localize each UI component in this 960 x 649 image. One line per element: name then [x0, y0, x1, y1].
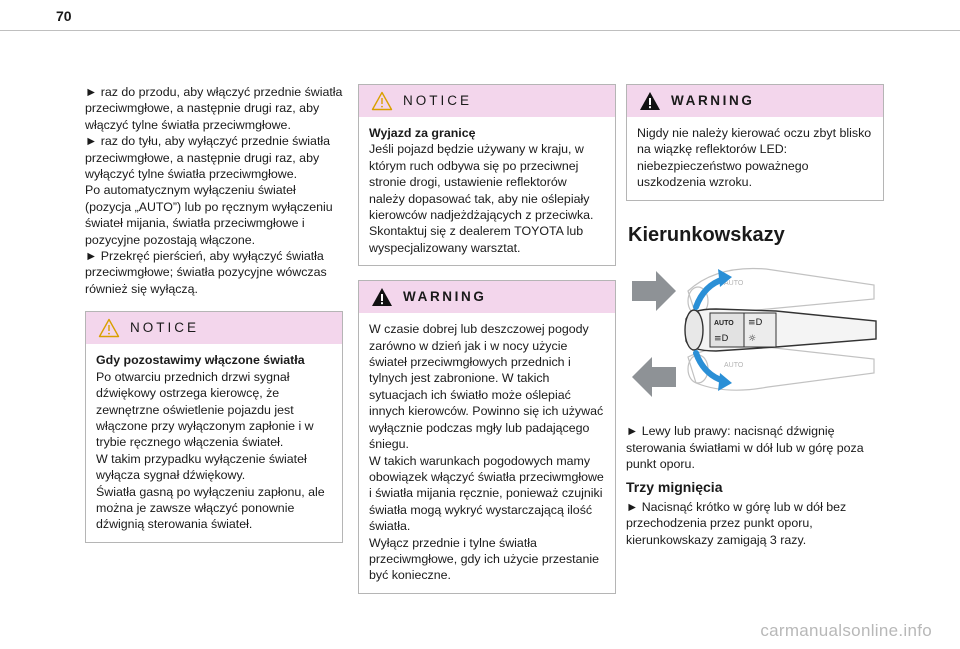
stalk-down-ghost	[688, 346, 874, 390]
stalk-main	[685, 309, 876, 351]
column-1	[85, 84, 343, 543]
column-3	[626, 84, 884, 548]
svg-text:AUTO: AUTO	[724, 362, 744, 370]
notice-line: Po otwarciu przednich drzwi sygnał dźwiękowy ostrzega kierowcę, że zewnętrzne oświetlenie pojazdu jest włączone przy wyłączonym zapłonie i w trybie ręcznego włączenia świateł.	[96, 369, 314, 450]
turn-signal-stalk-illustration	[626, 255, 884, 405]
warning-header	[359, 281, 615, 313]
paragraph: ► Nacisnąć krótko w górę lub w dół bez przechodzenia przez punkt oporu, kierunkowskazy zamigają 3 razy.	[626, 500, 847, 547]
notice-line: W takim przypadku wyłączenie świateł wyłącza sygnał dźwiękowy.	[96, 451, 307, 483]
warning-body	[627, 117, 883, 200]
stalk-up-ghost	[688, 268, 874, 315]
paragraph: ► raz do tyłu, aby wyłączyć przednie światła przeciwmgłowe, a następnie drugi raz, aby wyłączyć tylne światła przeciwmgłowe.	[85, 134, 331, 182]
notice-title: NOTICE	[403, 92, 473, 108]
notice-body	[86, 344, 342, 541]
warning-triangle-icon	[639, 91, 661, 111]
notice-triangle-icon	[371, 91, 393, 111]
notice-title: NOTICE	[130, 320, 200, 336]
notice-heading: Gdy pozostawimy włączone światła	[96, 353, 305, 368]
warning-title: WARNING	[403, 289, 487, 305]
warning-box	[358, 280, 616, 594]
top-rule	[0, 30, 960, 31]
arrow-right-icon	[632, 271, 676, 311]
warning-line: W takich warunkach pogodowych mamy obowiązek włączyć światła przeciwmgłowe i światła mijania ręcznie, ponieważ czujniki światła mogą wykryć wystarczającą ilość światła.	[369, 453, 604, 534]
svg-text:≡D: ≡D	[714, 334, 729, 345]
warning-line: Nigdy nie należy kierować oczu zbyt blisko na wiązkę reflektorów LED: niebezpieczeństwo poważnego uszkodzenia wzroku.	[637, 126, 872, 190]
warning-header	[627, 85, 883, 117]
svg-text:☼: ☼	[748, 334, 757, 345]
notice-line: Światła gasną po wyłączeniu zapłonu, ale można je zawsze włączyć ponownie dźwignią sterowania świateł.	[96, 484, 325, 532]
paragraph: Po automatycznym wyłączeniu świateł (pozycja „AUTO”) lub po ręcznym wyłączeniu świateł mijania, światła przeciwmgłowe i pozycyjne pozostają włączone.	[85, 183, 333, 247]
page-number: 70	[56, 8, 72, 24]
notice-triangle-icon	[98, 318, 120, 338]
warning-body	[359, 313, 615, 593]
notice-heading: Wyjazd za granicę	[369, 126, 476, 140]
notice-header	[86, 312, 342, 344]
arrow-left-icon	[632, 357, 676, 397]
watermark: carmanualsonline.info	[760, 621, 932, 640]
column-2	[358, 84, 616, 594]
paragraph: ► raz do przodu, aby włączyć przednie światła przeciwmgłowe, a następnie drugi raz, aby włączyć tylne światła przeciwmgłowe.	[85, 85, 343, 132]
subheading: Trzy mignięcia	[626, 478, 723, 495]
warning-box	[626, 84, 884, 201]
notice-header	[359, 85, 615, 117]
stalk-auto-label: AUTO	[714, 320, 734, 328]
warning-triangle-icon	[371, 287, 393, 307]
notice-line: Jeśli pojazd będzie używany w kraju, w którym ruch odbywa się po przeciwnej stronie drogi, ustawienie reflektorów należy dopasować tak, aby nie oślepiały kierowców nadjeżdżających z przeciwka.	[369, 142, 594, 223]
warning-line: Wyłącz przednie i tylne światła przeciwmgłowe, gdy ich użycie przestanie być konieczne.	[369, 535, 600, 583]
svg-text:AUTO: AUTO	[724, 280, 744, 288]
notice-line: Skontaktuj się z dealerem TOYOTA lub wyspecjalizowany warsztat.	[369, 224, 584, 255]
svg-text:≡D: ≡D	[748, 318, 763, 329]
notice-box	[85, 311, 343, 542]
section-title: Kierunkowskazy	[628, 223, 785, 246]
warning-title: WARNING	[671, 92, 755, 108]
paragraph: ► Przekręć pierścień, aby wyłączyć światła przeciwmgłowe; światła pozycyjne wówczas również się wyłączą.	[85, 249, 327, 296]
notice-body	[359, 117, 615, 265]
warning-line: W czasie dobrej lub deszczowej pogody zarówno w dzień jak i w nocy użycie świateł przeciwmgłowych przednich i tylnych jest zabronione. W takich sytuacjach ich światło może oślepiać innych kierowców. Powinno się ich używać wyłącznie podczas mgły lub padającego śniegu.	[369, 322, 604, 452]
paragraph: ► Lewy lub prawy: nacisnąć dźwignię sterowania światłami w dół lub w górę poza punkt oporu.	[626, 424, 864, 472]
notice-box	[358, 84, 616, 266]
